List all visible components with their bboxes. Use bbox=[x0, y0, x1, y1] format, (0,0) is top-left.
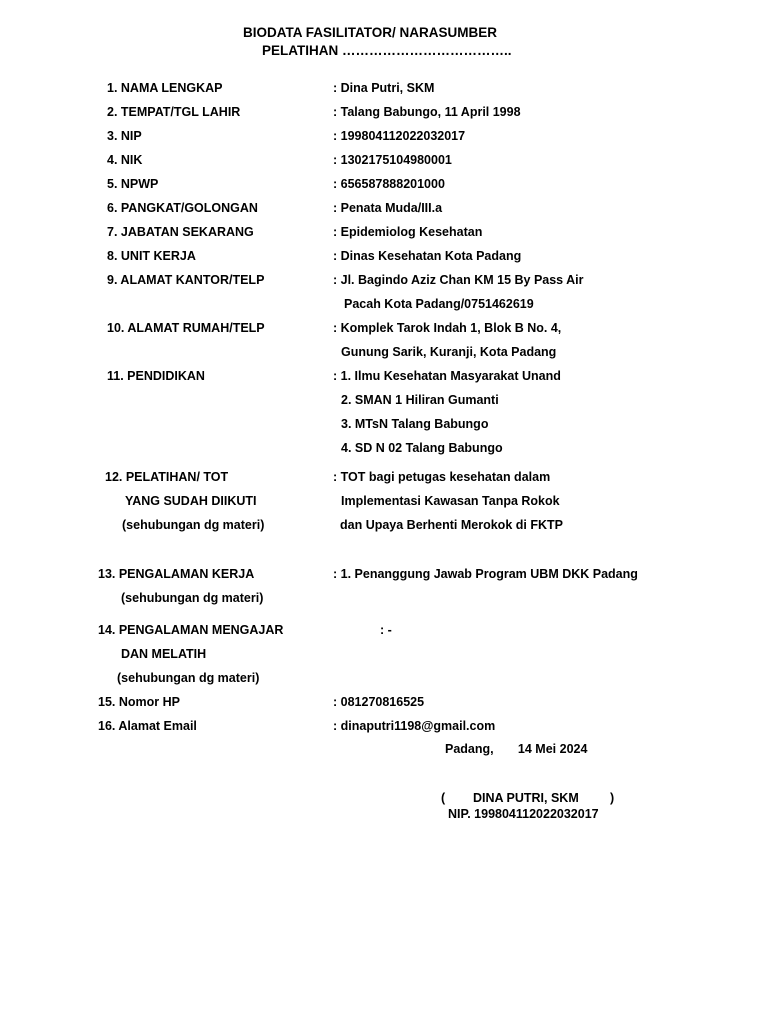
value-hp: : 081270816525 bbox=[333, 695, 425, 709]
label-jabatan: 7. JABATAN SEKARANG bbox=[107, 225, 254, 239]
value-npwp: : 656587888201000 bbox=[333, 177, 445, 191]
value-nama: : Dina Putri, SKM bbox=[333, 81, 435, 95]
label-pengalaman-mengajar-line3: (sehubungan dg materi) bbox=[117, 671, 260, 685]
label-pengalaman-mengajar-line1: 14. PENGALAMAN MENGAJAR bbox=[98, 623, 284, 637]
label-ttl: 2. TEMPAT/TGL LAHIR bbox=[107, 105, 241, 119]
label-email: 16. Alamat Email bbox=[98, 719, 197, 733]
label-pengalaman-mengajar-line2: DAN MELATIH bbox=[121, 647, 207, 661]
value-nik: : 1302175104980001 bbox=[333, 153, 452, 167]
list-item: : 1. Ilmu Kesehatan Masyarakat Unand bbox=[333, 369, 561, 383]
value-jabatan: : Epidemiolog Kesehatan bbox=[333, 225, 483, 239]
label-hp: 15. Nomor HP bbox=[98, 695, 180, 709]
label-nama: 1. NAMA LENGKAP bbox=[107, 81, 223, 95]
signature-name: ( DINA PUTRI, SKM ) bbox=[441, 791, 615, 805]
label-pangkat: 6. PANGKAT/GOLONGAN bbox=[107, 201, 258, 215]
value-kantor-line2: Pacah Kota Padang/0751462619 bbox=[344, 297, 534, 311]
value-pelatihan-line3: dan Upaya Berhenti Merokok di FKTP bbox=[340, 518, 563, 532]
label-pendidikan: 11. PENDIDIKAN bbox=[107, 369, 205, 383]
label-rumah: 10. ALAMAT RUMAH/TELP bbox=[107, 321, 265, 335]
place-date: Padang, 14 Mei 2024 bbox=[445, 742, 588, 756]
value-kantor-line1: : Jl. Bagindo Aziz Chan KM 15 By Pass Air bbox=[333, 273, 584, 287]
signature-nip: NIP. 199804112022032017 bbox=[448, 807, 599, 821]
label-pelatihan-line2: YANG SUDAH DIIKUTI bbox=[125, 494, 257, 508]
value-pangkat: : Penata Muda/III.a bbox=[333, 201, 443, 215]
value-nip: : 199804112022032017 bbox=[333, 129, 466, 143]
label-pelatihan-line3: (sehubungan dg materi) bbox=[122, 518, 265, 532]
document-title: BIODATA FASILITATOR/ NARASUMBER bbox=[243, 25, 497, 40]
label-kantor: 9. ALAMAT KANTOR/TELP bbox=[107, 273, 265, 287]
list-item: 3. MTsN Talang Babungo bbox=[341, 417, 489, 431]
list-item: 4. SD N 02 Talang Babungo bbox=[341, 441, 503, 455]
value-unit: : Dinas Kesehatan Kota Padang bbox=[333, 249, 522, 263]
document-subtitle: PELATIHAN ……………………………….. bbox=[262, 43, 512, 58]
label-unit: 8. UNIT KERJA bbox=[107, 249, 196, 263]
label-pelatihan-line1: 12. PELATIHAN/ TOT bbox=[105, 470, 229, 484]
value-pengalaman-kerja: : 1. Penanggung Jawab Program UBM DKK Padang bbox=[333, 567, 638, 581]
label-nik: 4. NIK bbox=[107, 153, 143, 167]
label-pengalaman-kerja-line2: (sehubungan dg materi) bbox=[121, 591, 264, 605]
value-email: : dinaputri1198@gmail.com bbox=[333, 719, 496, 733]
label-pengalaman-kerja-line1: 13. PENGALAMAN KERJA bbox=[98, 567, 255, 581]
value-ttl: : Talang Babungo, 11 April 1998 bbox=[333, 105, 521, 119]
label-npwp: 5. NPWP bbox=[107, 177, 159, 191]
list-item: 2. SMAN 1 Hiliran Gumanti bbox=[341, 393, 499, 407]
value-rumah-line1: : Komplek Tarok Indah 1, Blok B No. 4, bbox=[333, 321, 562, 335]
label-nip: 3. NIP bbox=[107, 129, 142, 143]
value-rumah-line2: Gunung Sarik, Kuranji, Kota Padang bbox=[341, 345, 557, 359]
value-pelatihan-line2: Implementasi Kawasan Tanpa Rokok bbox=[341, 494, 560, 508]
value-pengalaman-mengajar: : - bbox=[380, 623, 392, 637]
value-pelatihan-line1: : TOT bagi petugas kesehatan dalam bbox=[333, 470, 551, 484]
